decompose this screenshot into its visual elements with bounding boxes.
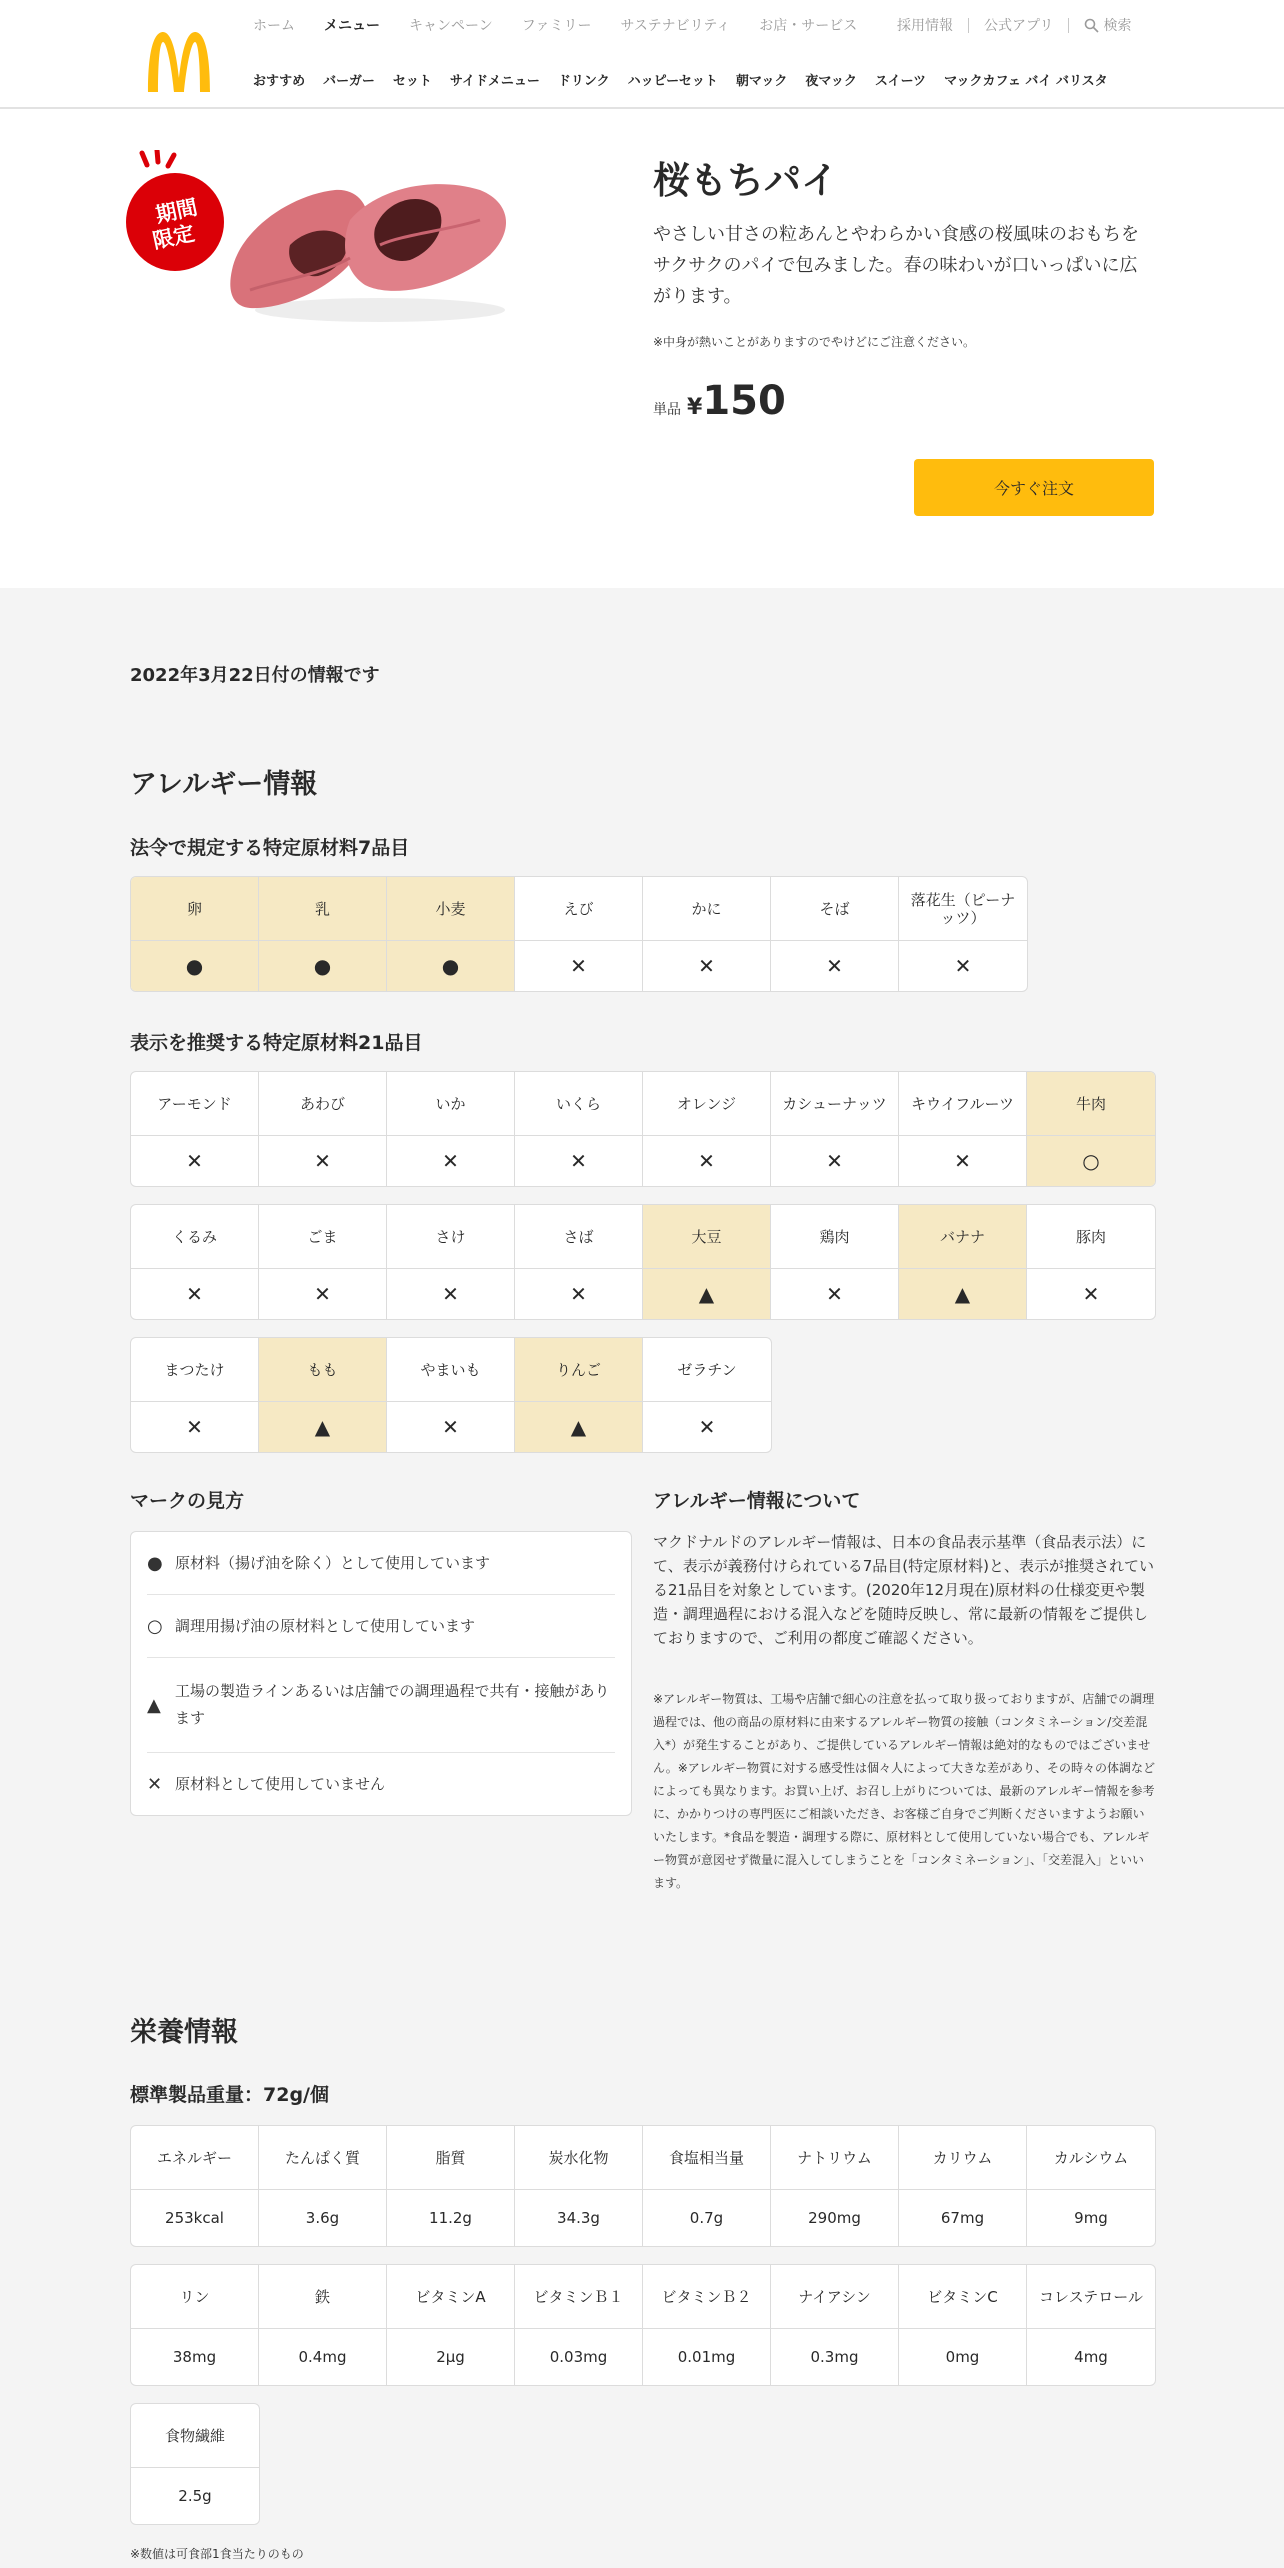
cross-icon: ✕: [387, 1136, 515, 1186]
nutrient-value: 2.5g: [178, 2487, 212, 2505]
product-note: ※中身が熱いことがありますのでやけどにご注意ください。: [653, 335, 976, 349]
cross-icon: ✕: [131, 1402, 259, 1452]
main-nav-item[interactable]: おすすめ: [253, 74, 306, 89]
nutrient-name: ビタミンＢ２: [643, 2265, 771, 2329]
allergen-name: あわび: [259, 1072, 387, 1136]
allergy-heading: アレルギー情報: [130, 769, 318, 800]
allergy7-heading: 法令で規定する特定原材料7品目: [130, 837, 410, 859]
order-now-button[interactable]: 今すぐ注文: [914, 459, 1154, 516]
util-nav-item[interactable]: ファミリー: [521, 18, 592, 34]
allergen-name: 鶏肉: [771, 1205, 899, 1269]
allergen-cell: [643, 877, 771, 991]
nutrient-cell: [259, 2265, 387, 2385]
nutrient-name: ナイアシン: [771, 2265, 899, 2329]
nutrient-cell: [643, 2265, 771, 2385]
allergen-name: さけ: [387, 1205, 515, 1269]
search-link[interactable]: [1084, 15, 1131, 35]
cross-icon: ✕: [147, 1774, 163, 1795]
product-image: [120, 150, 520, 330]
nutrient-name: たんぱく質: [259, 2126, 387, 2190]
allergen-cell: [643, 1072, 771, 1186]
legend-row: [147, 1532, 615, 1595]
allergen-cell: [387, 877, 515, 991]
filled-circle-icon: ●: [131, 941, 259, 991]
main-nav-item[interactable]: 夜マック: [805, 74, 857, 89]
allergen-name: アーモンド: [131, 1072, 259, 1136]
nutrient-cell: [131, 2265, 259, 2385]
allergen-cell: [771, 1072, 899, 1186]
nutrient-name: 鉄: [259, 2265, 387, 2329]
triangle-icon: ▲: [643, 1269, 771, 1319]
cross-icon: ✕: [515, 941, 643, 991]
legend-row: [147, 1658, 615, 1753]
main-nav-item[interactable]: ドリンク: [557, 74, 610, 89]
allergy7-table: [130, 876, 1028, 992]
mcdonalds-logo-icon[interactable]: [144, 30, 214, 92]
triangle-icon: ▲: [147, 1694, 161, 1716]
nutrient-name: 炭水化物: [515, 2126, 643, 2190]
triangle-icon: ▲: [515, 1402, 643, 1452]
allergen-cell: [131, 1338, 259, 1452]
allergen-name: バナナ: [899, 1205, 1027, 1269]
allergen-cell: [259, 1205, 387, 1319]
util-nav-item[interactable]: サステナビリティ: [620, 18, 731, 34]
allergen-cell: [131, 877, 259, 991]
allergen-cell: [259, 1338, 387, 1452]
cross-icon: ✕: [643, 1136, 771, 1186]
allergen-name: 落花生（ピーナッツ）: [899, 877, 1027, 941]
limited-badge: [126, 150, 224, 271]
cross-icon: ✕: [899, 1136, 1027, 1186]
allergen-name: キウイフルーツ: [899, 1072, 1027, 1136]
allergen-cell: [515, 1205, 643, 1319]
allergen-cell: [387, 1338, 515, 1452]
triangle-icon: ▲: [899, 1269, 1027, 1319]
about-allergy-text: マクドナルドのアレルギー情報は、日本の食品表示基準（食品表示法）にて、表示が義務付けられている7品目(特定原材料)と、表示が推奨されている21品目を対象としています。(2020年12月現在)原材料の仕様変更や製造・調理過程における混入などを随時反映し、常に最新の情報をご提供しておりますので、ご利用の都度ご確認ください。: [653, 1533, 1154, 1647]
cross-icon: ✕: [259, 1136, 387, 1186]
utility-nav: [253, 15, 886, 35]
nutrient-cell: [899, 2126, 1027, 2246]
main-nav-item[interactable]: サイドメニュー: [449, 74, 540, 89]
allergen-cell: [259, 877, 387, 991]
official-app-link[interactable]: 公式アプリ: [984, 18, 1054, 34]
util-nav-item[interactable]: メニュー: [324, 18, 380, 34]
allergy21-table-row2: [130, 1204, 1156, 1320]
allergy21-table-row3: [130, 1337, 772, 1453]
allergen-name: 大豆: [643, 1205, 771, 1269]
legend-text: 原材料として使用していません: [175, 1775, 386, 1793]
filled-circle-icon: ●: [147, 1552, 163, 1574]
nutrient-name: カリウム: [899, 2126, 1027, 2190]
allergen-name: オレンジ: [643, 1072, 771, 1136]
product-description: やさしい甘さの粒あんとやわらかい食感の桜風味のおもちをサクサクのパイで包みました。春の味わいが口いっぱいに広がります。: [653, 224, 1139, 307]
main-nav-item[interactable]: バーガー: [323, 74, 375, 89]
nutrient-cell: [899, 2265, 1027, 2385]
nutrient-value: 3.6g: [259, 2190, 387, 2246]
allergen-cell: [259, 1072, 387, 1186]
nutrient-name: ビタミンA: [387, 2265, 515, 2329]
allergen-cell: [387, 1205, 515, 1319]
cross-icon: ✕: [515, 1136, 643, 1186]
allergy21-table-row1: [130, 1071, 1156, 1187]
site-header: [0, 0, 1284, 109]
allergen-name: えび: [515, 877, 643, 941]
nutrition-weight: 標準製品重量：72g/個: [130, 2084, 329, 2106]
allergen-name: いか: [387, 1072, 515, 1136]
legend-text: 調理用揚げ油の原材料として使用しています: [175, 1616, 476, 1635]
nutrient-name: ビタミンC: [899, 2265, 1027, 2329]
nutrient-cell: [515, 2126, 643, 2246]
nutrient-value: 0.01mg: [643, 2329, 771, 2385]
nutrient-name: カルシウム: [1027, 2126, 1155, 2190]
nutrient-value: 34.3g: [515, 2190, 643, 2246]
allergen-cell: [643, 1338, 771, 1452]
cross-icon: ✕: [771, 941, 899, 991]
badge-line-1: 期間: [153, 195, 200, 228]
nutrient-value: 0.03mg: [515, 2329, 643, 2385]
filled-circle-icon: ●: [387, 941, 515, 991]
about-allergy-notes: ※アレルギー物質は、工場や店舗で細心の注意を払って取り扱っておりますが、店舗での調理過程では、他の商品の原材料に由来するアレルギー物質の接触（コンタミネーション/交差混入*）が発生することがあり、ご提供しているアレルギー情報は絶対的なものではございません。※アレルギー物質に対する感受性は個々人によって大きな差があり、その時々の体調などによっても異なります。お買い上げ、お召し上がりについては、最新のアレルギー情報を参考に、かかりつけの専門医にご相談いただき、お客様ご自身でご判断くださいますようお願いいたします。*食品を製造・調理する際に、原材料として使用していない場合でも、アレルギー物質が意図せず微量に混入してしまうことを「コンタミネーション」、「交差混入」といいます。: [653, 1692, 1155, 1890]
allergen-cell: [1027, 1072, 1155, 1186]
nutrient-name: 食塩相当量: [643, 2126, 771, 2190]
allergen-cell: [771, 877, 899, 991]
nutrient-name: ナトリウム: [771, 2126, 899, 2190]
nutrient-cell: [131, 2126, 259, 2246]
allergen-name: かに: [643, 877, 771, 941]
nutrition-table-row3: [130, 2403, 260, 2525]
nutrient-value: 290mg: [771, 2190, 899, 2246]
cross-icon: ✕: [771, 1136, 899, 1186]
cross-icon: ✕: [1082, 1282, 1100, 1306]
allergen-cell: [771, 1205, 899, 1319]
nutrient-name: エネルギー: [131, 2126, 259, 2190]
nutrition-table-row1: [130, 2125, 1156, 2247]
cross-icon: ✕: [515, 1269, 643, 1319]
allergen-name: もも: [259, 1338, 387, 1402]
legend-text: 工場の製造ラインあるいは店舗での調理過程で共有・接触があります: [175, 1682, 610, 1727]
nutrition-table-row2: [130, 2264, 1156, 2386]
nutrient-cell: [259, 2126, 387, 2246]
price-currency: ¥: [687, 395, 703, 420]
main-nav-item[interactable]: スイーツ: [874, 74, 927, 89]
allergen-name: さば: [515, 1205, 643, 1269]
allergen-name: やまいも: [387, 1338, 515, 1402]
nutrient-name: 脂質: [387, 2126, 515, 2190]
allergen-name: ゼラチン: [643, 1338, 771, 1402]
utility-right-nav: [897, 15, 1131, 35]
nutrient-name: コレステロール: [1027, 2265, 1155, 2329]
allergen-name: いくら: [515, 1072, 643, 1136]
legend-row: [147, 1595, 615, 1658]
mark-legend: [130, 1531, 632, 1816]
main-nav-item[interactable]: セット: [392, 74, 432, 89]
main-nav: [253, 70, 1126, 89]
cross-icon: ✕: [771, 1269, 899, 1319]
nutrient-value: 38mg: [131, 2329, 259, 2385]
triangle-icon: ▲: [259, 1402, 387, 1452]
allergen-name: くるみ: [131, 1205, 259, 1269]
price-label: 単品: [653, 402, 681, 418]
allergen-name: そば: [771, 877, 899, 941]
about-allergy-heading: アレルギー情報について: [653, 1490, 861, 1512]
nutrient-value: 0.4mg: [259, 2329, 387, 2385]
allergen-cell: [899, 877, 1027, 991]
allergen-name: 豚肉: [1027, 1205, 1155, 1269]
cross-icon: ✕: [954, 954, 972, 978]
nutrient-value: 0.7g: [643, 2190, 771, 2246]
allergen-cell: [131, 1205, 259, 1319]
main-nav-item[interactable]: ハッピーセット: [627, 74, 718, 89]
nutrient-cell: [515, 2265, 643, 2385]
circle-icon: ○: [147, 1615, 163, 1637]
allergen-name: 小麦: [387, 877, 515, 941]
util-nav-item[interactable]: お店・サービス: [759, 18, 858, 34]
allergen-name: カシューナッツ: [771, 1072, 899, 1136]
search-label: 検索: [1103, 18, 1132, 34]
cross-icon: ✕: [387, 1402, 515, 1452]
nutrient-cell: [771, 2265, 899, 2385]
allergen-cell: [899, 1205, 1027, 1319]
nutrition-heading: 栄養情報: [130, 2017, 238, 2048]
nutrient-value: 0mg: [899, 2329, 1027, 2385]
allergen-name: 乳: [259, 877, 387, 941]
nutrient-cell: [1027, 2265, 1155, 2385]
nutrient-cell: [771, 2126, 899, 2246]
recruit-link[interactable]: 採用情報: [897, 18, 953, 34]
legend-heading: マークの見方: [130, 1490, 245, 1512]
nutrition-footnote: ※数値は可食部1食当たりのもの: [130, 2547, 304, 2561]
product-price: [653, 378, 786, 424]
allergen-cell: [515, 1072, 643, 1186]
nutrient-name: ビタミンＢ１: [515, 2265, 643, 2329]
nutrient-cell: [387, 2265, 515, 2385]
cross-icon: ✕: [643, 941, 771, 991]
cross-icon: ✕: [131, 1269, 259, 1319]
price-value: 150: [702, 378, 786, 424]
filled-circle-icon: ●: [259, 941, 387, 991]
allergen-name: ごま: [259, 1205, 387, 1269]
allergen-cell: [515, 877, 643, 991]
allergen-cell: [1027, 1205, 1155, 1319]
allergen-cell: [131, 1072, 259, 1186]
main-nav-item[interactable]: マックカフェ バイ バリスタ: [944, 74, 1108, 89]
nutrient-name: リン: [131, 2265, 259, 2329]
allergen-name: 卵: [131, 877, 259, 941]
circle-icon: ○: [1027, 1136, 1155, 1186]
allergen-name: りんご: [515, 1338, 643, 1402]
product-title: 桜もちパイ: [653, 159, 838, 202]
cross-icon: ✕: [131, 1136, 259, 1186]
allergen-cell: [387, 1072, 515, 1186]
info-date: 2022年3月22日付の情報です: [130, 665, 380, 686]
allergen-cell: [643, 1205, 771, 1319]
nutrient-name: 食物繊維: [131, 2404, 259, 2468]
nutrient-cell: [387, 2126, 515, 2246]
nutrient-value: 4mg: [1074, 2348, 1108, 2366]
nutrient-value: 0.3mg: [771, 2329, 899, 2385]
nutrient-value: 67mg: [899, 2190, 1027, 2246]
legend-row: [147, 1753, 615, 1816]
nutrient-cell: [1027, 2126, 1155, 2246]
legend-text: 原材料（揚げ油を除く）として使用しています: [175, 1553, 491, 1572]
allergen-cell: [515, 1338, 643, 1452]
nutrient-value: 2μg: [387, 2329, 515, 2385]
allergen-name: 牛肉: [1027, 1072, 1155, 1136]
badge-line-2: 限定: [150, 221, 197, 254]
nutrient-value: 253kcal: [131, 2190, 259, 2246]
nutrient-cell: [131, 2404, 259, 2524]
cross-icon: ✕: [698, 1415, 716, 1439]
search-icon: [1084, 18, 1099, 33]
allergy21-heading: 表示を推奨する特定原材料21品目: [130, 1032, 423, 1054]
allergen-cell: [899, 1072, 1027, 1186]
util-nav-item[interactable]: キャンペーン: [409, 18, 493, 34]
nutrient-value: 9mg: [1074, 2209, 1108, 2227]
nutrient-cell: [643, 2126, 771, 2246]
util-nav-item[interactable]: ホーム: [253, 18, 295, 34]
main-nav-item[interactable]: 朝マック: [735, 74, 788, 89]
cross-icon: ✕: [259, 1269, 387, 1319]
cross-icon: ✕: [387, 1269, 515, 1319]
nutrient-value: 11.2g: [387, 2190, 515, 2246]
allergen-name: まつたけ: [131, 1338, 259, 1402]
